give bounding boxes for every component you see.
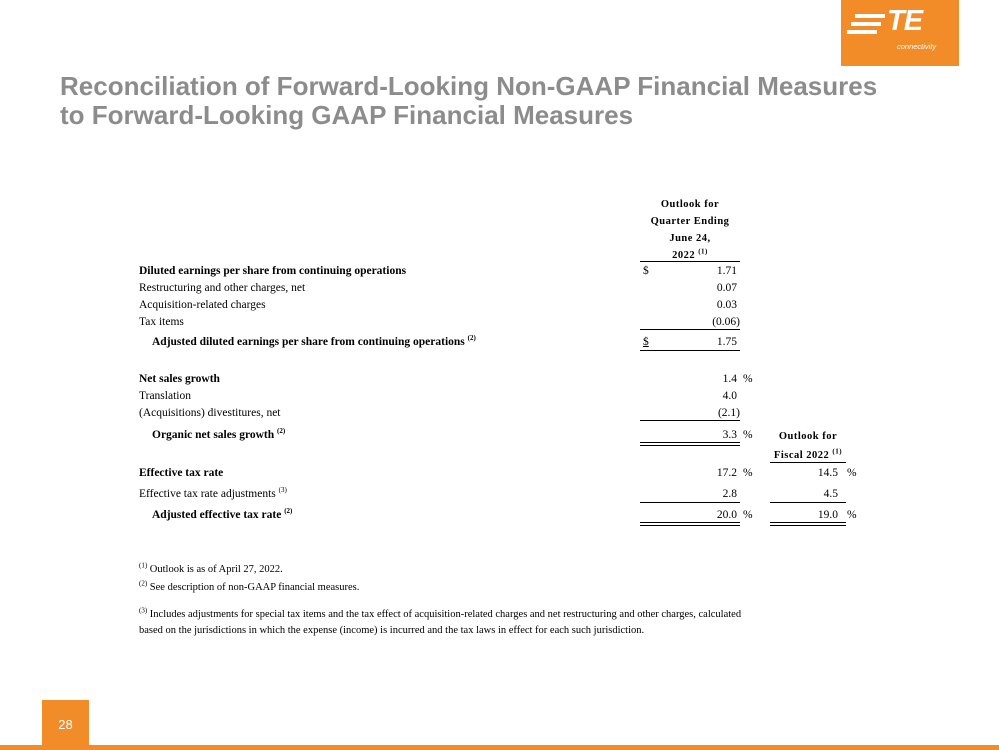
- adjusted-eps-value: 1.75: [716, 336, 737, 348]
- page-number: 28: [58, 717, 73, 732]
- tax-items-row-label: Tax items: [139, 316, 184, 328]
- adjusted-eps-label-text: Adjusted diluted earnings per share from continuing operations: [152, 336, 465, 348]
- sales-total-line-1: [640, 442, 740, 443]
- adjusted-eps-currency: $: [643, 336, 649, 348]
- restructuring-row-value: 0.07: [716, 282, 737, 294]
- tax-total-line-fiscal-2: [770, 525, 846, 526]
- net-sales-growth-unit: %: [743, 373, 753, 385]
- col1-header-line-1: Outlook for: [660, 199, 720, 210]
- adjusted-tax-rate-note: (2): [284, 507, 293, 516]
- effective-tax-rate-value-fiscal: 14.5: [817, 467, 838, 479]
- footnote-1: [139, 563, 283, 577]
- footnote-3: [139, 608, 741, 622]
- sales-subtotal-line: [640, 420, 740, 421]
- title-line-2: to Forward-Looking GAAP Financial Measures: [60, 100, 634, 130]
- col2-header-line-2: [770, 449, 846, 463]
- tax-total-line-quarter-2: [640, 525, 740, 526]
- effective-tax-rate-value-quarter: 17.2: [716, 467, 737, 479]
- page-number-box: [42, 700, 89, 750]
- logo-subtext: connectivity: [897, 42, 937, 51]
- footnote-2-text: See description of non-GAAP financial measures.: [149, 582, 360, 593]
- translation-value: 4.0: [722, 390, 737, 402]
- organic-sales-growth-note: (2): [277, 427, 286, 436]
- adjusted-tax-rate-unit-fiscal: %: [847, 509, 857, 521]
- footnote-3-mark: (3): [139, 606, 148, 615]
- col2-header-underline: [770, 462, 846, 463]
- tax-total-line-fiscal-1: [770, 522, 846, 523]
- net-sales-growth-label: Net sales growth: [139, 373, 220, 385]
- footnote-3-text: Includes adjustments for special tax items and the tax effect of acquisition-related charges and net restructuring and other charges, calculated: [149, 609, 742, 620]
- effective-tax-rate-unit-quarter: %: [743, 467, 753, 479]
- col1-header-line-3: June 24,: [669, 233, 711, 244]
- adjusted-tax-rate-value-quarter: 20.0: [716, 509, 737, 521]
- adjusted-eps-note: (2): [467, 334, 476, 343]
- title-line-1: Reconciliation of Forward-Looking Non-GAAP Financial Measures: [60, 71, 878, 101]
- adjusted-tax-rate-value-fiscal: 19.0: [817, 509, 838, 521]
- col1-header-year: 2022: [672, 250, 696, 261]
- tax-rate-adjustments-value-fiscal: 4.5: [823, 488, 838, 500]
- tax-subtotal-line-quarter: [640, 502, 740, 503]
- adjusted-tax-rate-label-text: Adjusted effective tax rate: [152, 509, 282, 521]
- footnote-2: [139, 581, 359, 595]
- te-connectivity-logo: [841, 0, 959, 66]
- col2-header-line-1: Outlook for: [778, 431, 838, 442]
- footnote-1-text: Outlook is as of April 27, 2022.: [149, 564, 283, 575]
- page-title: [60, 72, 960, 130]
- eps-row-value: 1.71: [716, 265, 737, 277]
- organic-sales-growth-unit: %: [743, 429, 753, 441]
- adjusted-tax-rate-label: [152, 508, 292, 522]
- adjusted-eps-label: [152, 335, 476, 349]
- organic-sales-growth-value: 3.3: [722, 429, 737, 441]
- eps-row-currency: $: [643, 265, 649, 277]
- acquisition-row-value: 0.03: [716, 299, 737, 311]
- net-sales-growth-value: 1.4: [722, 373, 737, 385]
- bottom-accent-bar: [0, 745, 999, 750]
- tax-rate-adjustments-label-text: Effective tax rate adjustments: [139, 488, 276, 500]
- logo-text: TE: [887, 5, 923, 37]
- col2-header-year: Fiscal 2022: [773, 450, 830, 461]
- acquisitions-divestitures-value: (2.1): [717, 407, 740, 419]
- col1-header-note: (1): [698, 247, 708, 256]
- footnote-3-continuation: based on the jurisdictions in which the expense (income) is incurred and the tax laws in effect for each such jurisdiction.: [139, 625, 645, 636]
- tax-total-line-quarter-1: [640, 522, 740, 523]
- organic-sales-growth-label: [152, 428, 285, 442]
- eps-row-label: Diluted earnings per share from continuing operations: [139, 265, 407, 277]
- tax-rate-adjustments-value-quarter: 2.8: [722, 488, 737, 500]
- organic-sales-growth-label-text: Organic net sales growth: [152, 429, 275, 441]
- adjusted-tax-rate-unit-quarter: %: [743, 509, 753, 521]
- eps-subtotal-line: [640, 329, 740, 330]
- restructuring-row-label: Restructuring and other charges, net: [139, 282, 306, 294]
- col2-header-note: (1): [832, 447, 843, 456]
- eps-total-line: [640, 350, 740, 351]
- col1-header-line-2: Quarter Ending: [650, 216, 730, 227]
- col1-header-underline: [640, 261, 740, 262]
- effective-tax-rate-label: Effective tax rate: [139, 467, 224, 479]
- acquisitions-divestitures-label: (Acquisitions) divestitures, net: [139, 407, 281, 419]
- translation-label: Translation: [139, 390, 191, 402]
- tax-rate-adjustments-label: [139, 487, 287, 501]
- footnote-2-mark: (2): [139, 579, 148, 588]
- tax-rate-adjustments-note: (3): [278, 486, 287, 495]
- sales-total-line-2: [640, 445, 740, 446]
- tax-items-row-value: (0.06): [712, 316, 740, 328]
- acquisition-row-label: Acquisition-related charges: [139, 299, 266, 311]
- effective-tax-rate-unit-fiscal: %: [847, 467, 857, 479]
- footnote-1-mark: (1): [139, 561, 148, 570]
- tax-subtotal-line-fiscal: [770, 502, 846, 503]
